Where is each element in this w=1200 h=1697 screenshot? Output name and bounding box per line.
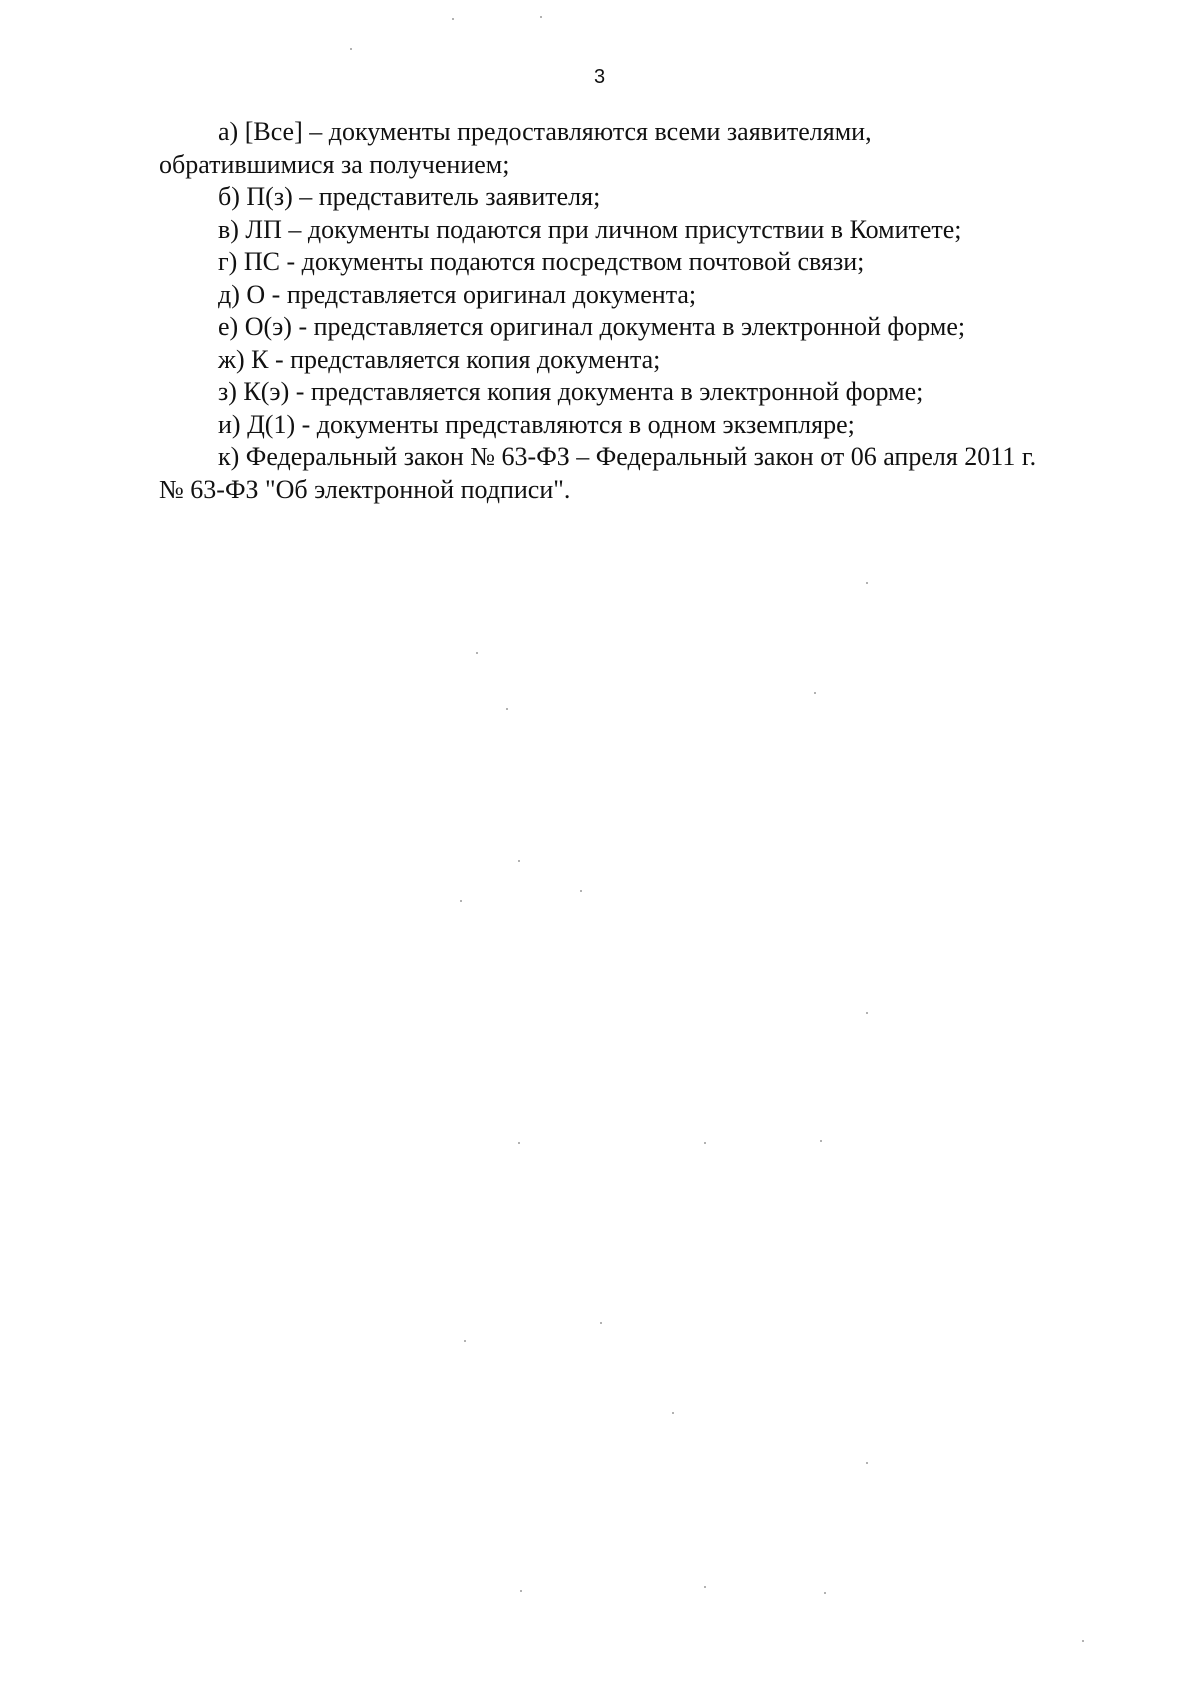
definition-item-v: в) ЛП – документы подаются при личном присутствии в Комитете; [218, 214, 962, 244]
definition-item-k: к) Федеральный закон № 63-ФЗ – Федеральный закон от 06 апреля 2011 г. № 63-ФЗ "Об электронной подписи". [159, 442, 1037, 504]
definition-item-zh: ж) К - представляется копия документа; [218, 344, 661, 374]
definition-item-e: е) О(э) - представляется оригинал документа в электронной форме; [218, 312, 966, 341]
page-number: 3 [593, 66, 607, 88]
definitions-list [159, 116, 1039, 506]
definition-item-z: з) К(э) - представляется копия документа в электронной форме; [218, 377, 924, 406]
definition-item-d: д) О - представляется оригинал документа; [218, 279, 697, 309]
definition-item-b: б) П(з) – представитель заявителя; [218, 182, 601, 211]
definition-item-a: а) [Все] – документы предоставляются всеми заявителями, обратившимися за получением; [159, 117, 872, 179]
definition-item-g: г) ПС - документы подаются посредством почтовой связи; [218, 247, 865, 276]
definition-item-i: и) Д(1) - документы представляются в одном экземпляре; [218, 409, 855, 439]
